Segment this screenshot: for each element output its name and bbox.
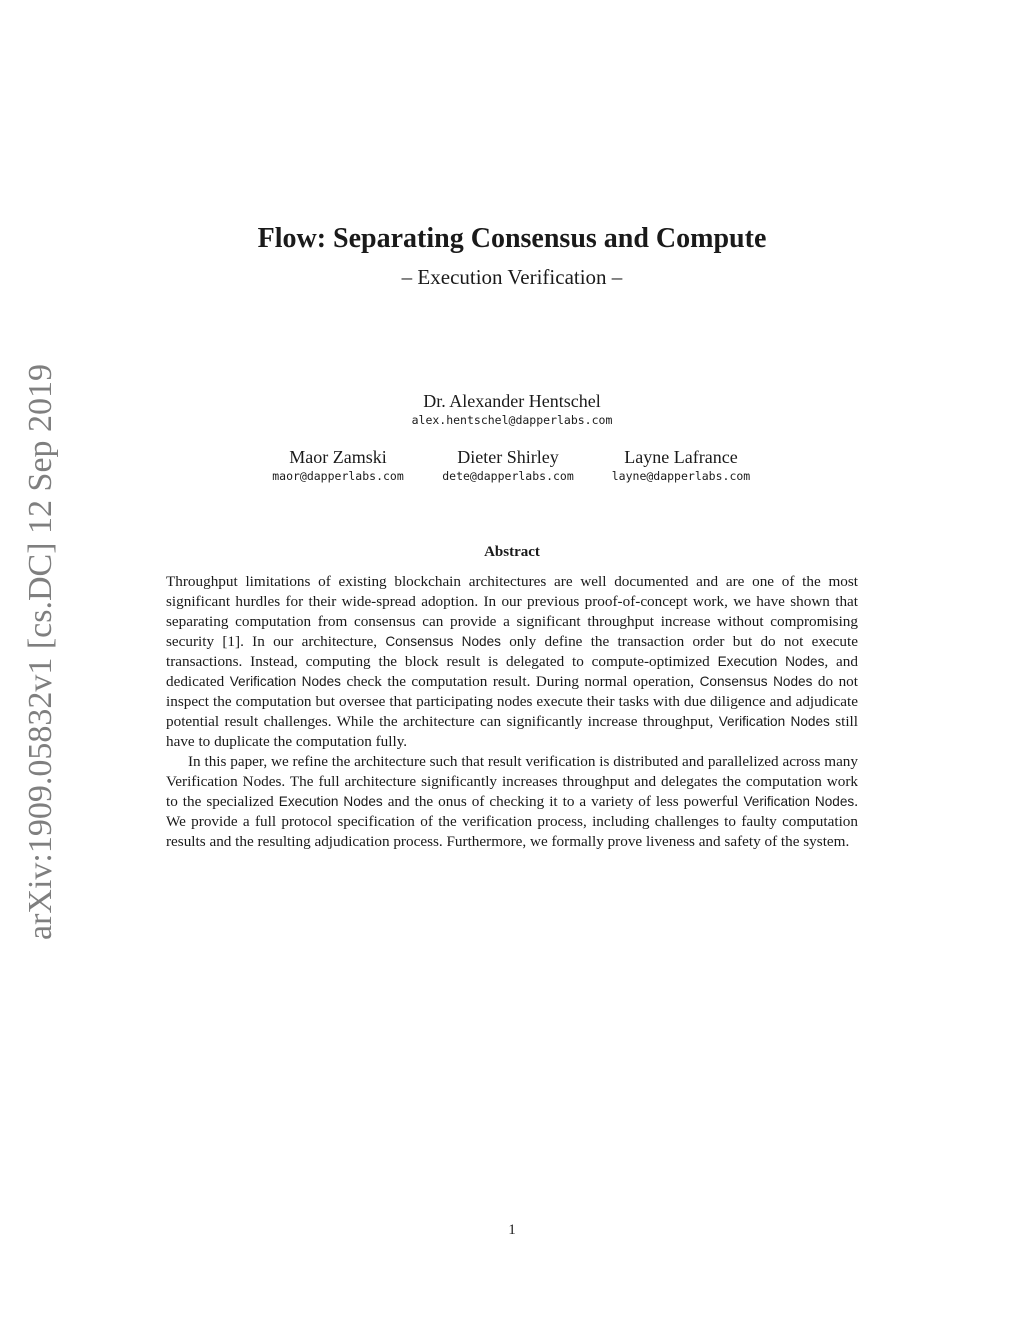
author-name: Maor Zamski (289, 447, 387, 467)
node-role-term: Consensus Nodes (699, 674, 813, 689)
text-run: , and dedicated (166, 653, 858, 690)
text-run: check the computation result. During normal operation, (340, 673, 700, 690)
text-run: still have to duplicate the computation fully. (166, 713, 858, 750)
lead-author-name: Dr. Alexander Hentschel (423, 391, 601, 411)
author-entry (418, 446, 598, 485)
text-run: . We provide a full protocol specification of the verification process, including challenges to faulty computation results and the resulting adjudication process. Furthermore, we formally prove liveness and safety of the system. (166, 793, 858, 850)
text-run: do not inspect the computation but oversee that participating nodes execute their tasks with due diligence and adjudicate potential result challenges. While the architecture can significantly increase throughput, (166, 673, 858, 730)
paper-subtitle: – Execution Verification – (401, 265, 623, 289)
node-role-term: Execution Nodes (278, 794, 383, 809)
paper-title: Flow: Separating Consensus and Compute (257, 223, 767, 254)
abstract-body (166, 572, 858, 852)
author-entry (591, 446, 771, 485)
arxiv-identifier-stamp (18, 350, 78, 940)
lead-author (0, 390, 1024, 429)
citation-link[interactable]: 1 (227, 633, 236, 650)
lead-author-email: alex.hentschel@dapperlabs.com (411, 413, 613, 427)
text-run: only define the transaction order but do not execute transactions. Instead, computing the block result is delegated to compute-optimized (166, 633, 858, 670)
author-list (0, 446, 1024, 490)
text-run: In this paper, we refine the architecture such that result verification is distributed and parallelized across many Verification Nodes. The full architecture significantly increases throughput and delegates the computation work to the specialized (166, 753, 858, 810)
title-block (0, 222, 1024, 290)
page-number: 1 (508, 1222, 516, 1238)
author-name: Dieter Shirley (457, 447, 559, 467)
author-entry (248, 446, 428, 485)
node-role-term: Verification Nodes (229, 674, 341, 689)
author-email: dete@dapperlabs.com (442, 469, 574, 483)
abstract-paragraph-2 (166, 752, 858, 852)
text-run: and the onus of checking it to a variety of less powerful (382, 793, 744, 810)
abstract-paragraph-1 (166, 572, 858, 752)
abstract-heading: Abstract (484, 544, 540, 560)
author-name: Layne Lafrance (624, 447, 738, 467)
node-role-term: Consensus Nodes (385, 634, 501, 649)
node-role-term: Execution Nodes (717, 654, 825, 669)
author-email: maor@dapperlabs.com (272, 469, 404, 483)
author-email: layne@dapperlabs.com (611, 469, 751, 483)
node-role-term: Verification Nodes (718, 714, 830, 729)
arxiv-identifier-text: arXiv:1909.05832v1 [cs.DC] 12 Sep 2019 (22, 363, 59, 940)
node-role-term: Verification Nodes (743, 794, 855, 809)
text-run: ]. In our architecture, (235, 633, 386, 650)
text-run: Throughput limitations of existing blockchain architectures are well documented and are one of the most significant hurdles for their wide-spread adoption. In our previous proof-of-concept work, we have shown that separating computation from consensus can provide a significant throughput increase without compromising security [ (166, 573, 858, 650)
